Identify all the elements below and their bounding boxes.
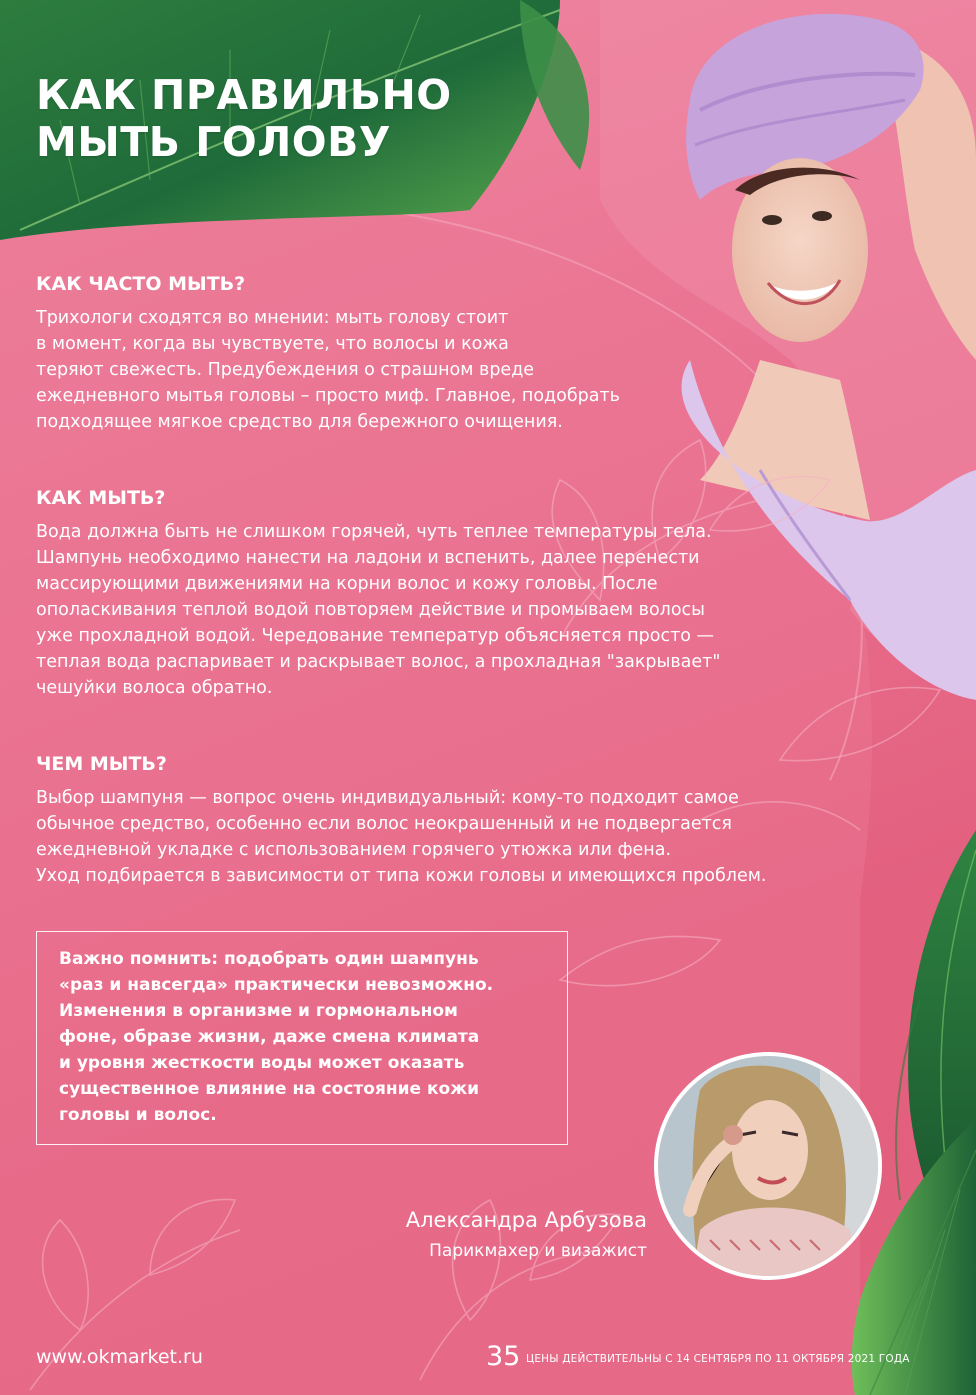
section-how-to-wash [36, 487, 856, 701]
footer-website-link[interactable]: www.okmarket.ru [36, 1346, 203, 1368]
section-how-often [36, 273, 856, 435]
page-title-line-1: КАК ПРАВИЛЬНО [36, 71, 452, 119]
page-title-line-2: МЫТЬ ГОЛОВУ [36, 118, 392, 166]
section-heading: КАК МЫТЬ? [36, 487, 166, 509]
section-heading: КАК ЧАСТО МЫТЬ? [36, 273, 246, 295]
section-text: Вода должна быть не слишком горячей, чуть теплее температуры тела. Шампунь необходимо нанести на ладони и вспенить, далее перенести массирующими движениями на корни волос и кожу головы. После ополаскивания теплой водой повторяем действие и промываем волосы уже прохладной водой. Чередование температур объясняется просто — теплая вода распаривает и раскрывает волос, а прохладная "закрывает" чешуйки волоса обратно. [36, 522, 721, 698]
expert-role: Парикмахер и визажист [429, 1241, 647, 1261]
footer-page-number: 35 [486, 1341, 521, 1372]
leaf-bottom-right-graphic [852, 830, 976, 1395]
section-what-to-wash-with [36, 753, 856, 889]
expert-name: Александра Арбузова [405, 1208, 647, 1232]
important-note-box [36, 931, 568, 1145]
section-heading: ЧЕМ МЫТЬ? [36, 753, 167, 775]
important-note-text: Важно помнить: подобрать один шампунь «раз и навсегда» практически невозможно. Изменения в организме и гормональном фоне, образе жизни, даже смена климата и уровня жесткости воды может оказать существенное влияние на состояние кожи головы и волос. [59, 949, 494, 1125]
section-text: Трихологи сходятся во мнении: мыть голову стоит в момент, когда вы чувствуете, что волосы и кожа теряют свежесть. Предубеждения о страшном вреде ежедневного мытья головы – просто миф. Главное, подобрать подходящее мягкое средство для бережного очищения. [36, 308, 620, 432]
section-text: Выбор шампуня — вопрос очень индивидуальный: кому-то подходит самое обычное средство, особенно если волос неокрашенный и не подвергается ежедневной укладке с использованием горячего утюжка или фена. Уход подбирается в зависимости от типа кожи головы и имеющихся проблем. [36, 788, 767, 886]
footer-prices-validity: ЦЕНЫ ДЕЙСТВИТЕЛЬНЫ С 14 СЕНТЯБРЯ ПО 11 ОКТЯБРЯ 2021 ГОДА [526, 1353, 910, 1365]
page-title [36, 72, 452, 166]
